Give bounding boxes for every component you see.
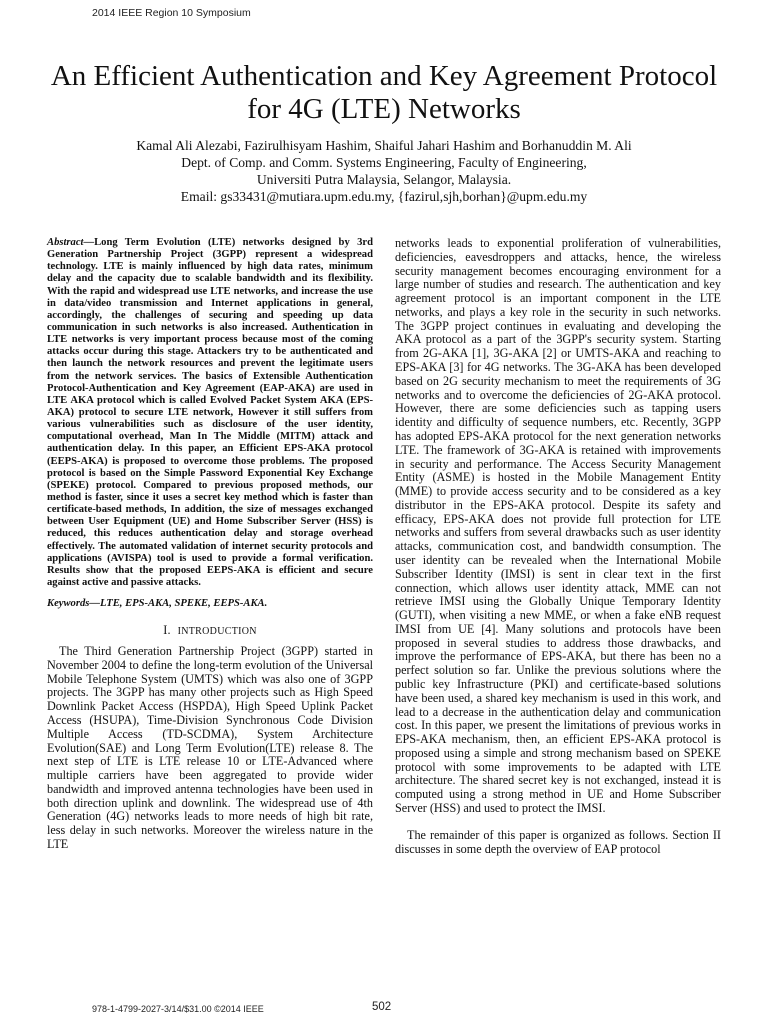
abstract — [47, 237, 373, 589]
author-block — [40, 137, 728, 205]
footer-isbn: 978-1-4799-2027-3/14/$31.00 ©2014 IEEE — [92, 1004, 264, 1014]
intro-paragraph-1: The Third Generation Partnership Project (3GPP) started in November 2004 to define the long-term evolution of the Universal Mobile Telephone System (UMTS) which was also one of 3GPP projects. The 3GPP has many other projects such as High Speed Downlink Packet Access (HSPDA), High Speed Uplink Packet Access (HSUPA), Time-Division Synchronous Code Division Multiple Access (TD-SCDMA), System Architecture Evolution(SAE) and Long Term Evolution(LTE) release 8. The next step of LTE is LTE release 10 or LTE-Advanced where multiple carriers have been aggregated to provide wider bandwidth and improved antenna technologies have been used in both direction uplink and downlink. The widespread use of 4th Generation (4G) networks leads to more needs of high bit rate, less delay in such networks. Moreover the wireless nature in the LTE — [47, 644, 373, 851]
section-heading-introduction — [47, 624, 373, 639]
abstract-lead: Abstract — [47, 237, 84, 248]
right-column — [395, 237, 721, 856]
section-numeral: I. — [163, 623, 171, 638]
abstract-text: —Long Term Evolution (LTE) networks designed by 3rd Generation Partnership Project (3GPP) represent a widespread technology. LTE is mainly influenced by high data rates, minimum delay and the capacity due to scalable bandwidth and its flexibility. With the rapid and widespread use LTE networks, and increase the use in data/video transmission and Internet applications in general, accordingly, the challenges of securing and speeding up data communication in such networks is also increased. Authentication in LTE networks is very important process because most of the coming attacks occur during this stage. Attackers try to be authenticated and then launch the network resources and prevent the legitimate users from the network services. The basics of Extensible Authentication Protocol-Authentication and Key Agreement (EAP-AKA) are used in LTE AKA protocol which is called Evolved Packet System AKA (EPS-AKA) protocol to secure LTE network, However it still suffers from various vulnerabilities such as disclosure of the user identity, computational overhead, Man In The Middle (MITM) attack and authentication delay. In this paper, an Efficient EPS-AKA protocol (EEPS-AKA) is proposed to overcome those problems. The proposed protocol is based on the Simple Password Exponential Key Exchange (SPEKE) protocol. Compared to previous proposed methods, our method is faster, since it uses a secret key method which is faster than certificate-based methods, In addition, the size of messages exchanged between User Equipment (UE) and Home Subscriber Server (HSS) is reduced, this reduces authentication delay and storage overhead effectively. The automated validation of internet security protocols and applications (AVISPA) tool is used to provide a formal verification. Results show that the proposed EEPS-AKA is efficient and secure against active and passive attacks. — [47, 237, 373, 588]
author-names: Kamal Ali Alezabi, Fazirulhisyam Hashim, Shaiful Jahari Hashim and Borhanuddin M. Ali — [136, 138, 632, 153]
intro-paragraph-organization: The remainder of this paper is organized as follows. Section II discusses in some depth the overview of EAP protocol — [395, 827, 721, 856]
page-number: 502 — [372, 1001, 392, 1013]
intro-paragraph-continued: networks leads to exponential proliferation of vulnerabilities, deficiencies, eavesdroppers and attacks, hence, the wireless security management becomes encouraging environment for a large number of studies and research. The authentication and key agreement protocol is an important component in the LTE networks, and plays a key role in the security in such networks. The 3GPP project continues in evaluating and developing the AKA protocol as a part of the 3GPP's security system. Starting from 2G-AKA [1], 3G-AKA [2] or UMTS-AKA and reaching to EPS-AKA [3] for 4G networks. The 3G-AKA has been developed based on 2G security mechanism to meet the requirements of 3G networks and to overcome the deficiencies of 2G-AKA protocol. However, there are some deficiencies such as tapping users identity and difficulty of sequence numbers, etc. Recently, 3GPP has adopted EPS-AKA protocol for the next generation networks LTE. The framework of 3G-AKA is retained with improvements in security and performance. The Access Security Management Entity (ASME) is hosted in the Mobile Management Entity (MME) to provide access security and to be considered as a key distributor in the EPS-AKA protocol. Despite its safety and efficacy, EPS-AKA does not provide full protection for LTE networks and suffers from several drawbacks such as user identity attacks, communication cost, and bandwidth consumption. The user identity can be revealed when the International Mobile Subscriber Identity (IMSI) is sent in clear text in the first connection, which allows user identity attack, MME can not retrieve IMSI using the Globally Unique Temporary Identity (GUTI), when visiting a new MME, or when a fake eNB request IMSI from UE [4]. Many solutions and protocols have been proposed in several studies to address those drawbacks, and improve the performance of EPS-AKA, but there has been no a perfect solution so far. Unlike the previous solutions where the public key Infrastructure (PKI) and certificate-based solutions have been used, a shared key mechanism is used in this work, and lead to a decrease in the authentication delay and communication cost. In this paper, we present the limitations of previous works in EPS-AKA mechanism, then, an efficient EPS-AKA protocol is proposed using a simple and strong mechanism based on SPEKE protocol with some improvements to be adapted with LTE architecture. The shared secret key is not exchanged, instead it is computed using a strong method in UE and Home Subscriber Server (HSS) and used to protect the IMSI. — [395, 236, 721, 816]
author-email: Email: gs33431@mutiara.upm.edu.my, {fazirul,sjh,borhan}@upm.edu.my — [180, 189, 588, 204]
affiliation-line-1: Dept. of Comp. and Comm. Systems Engineering, Faculty of Engineering, — [181, 155, 587, 170]
paper-title: An Efficient Authentication and Key Agreement Protocol for 4G (LTE) Networks — [50, 60, 718, 125]
keywords: Keywords—LTE, EPS-AKA, SPEKE, EEPS-AKA. — [47, 598, 268, 610]
conference-header: 2014 IEEE Region 10 Symposium — [92, 7, 251, 19]
affiliation-line-2: Universiti Putra Malaysia, Selangor, Malaysia. — [256, 172, 512, 187]
section-title: INTRODUCTION — [177, 626, 257, 638]
left-column — [47, 237, 373, 852]
